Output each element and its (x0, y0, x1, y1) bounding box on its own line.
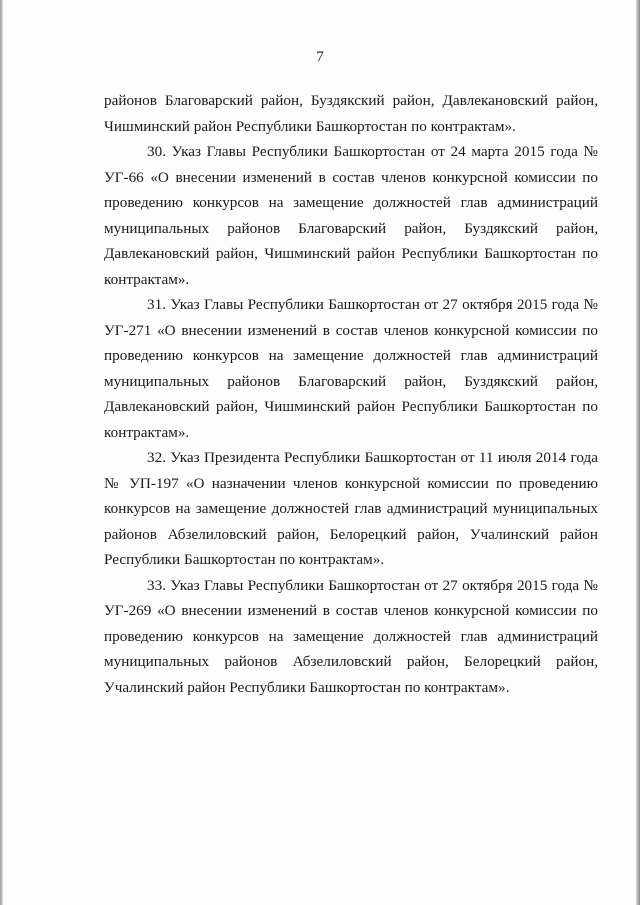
scan-edge-right (636, 0, 640, 905)
scan-edge-left (0, 0, 3, 905)
page-number: 7 (316, 49, 324, 65)
paragraph-item-33: 33. Указ Главы Республики Башкортостан от 27 октября 2015 года № УГ-269 «О внесении изменений в состав членов конкурсной комиссии по проведению конкурсов на замещение должностей глав администраций муниципальных районов Абзелиловский район, Белорецкий район, Учалинский район Республики Башкортостан по контрактам». (104, 576, 598, 696)
paragraph-continuation: районов Благоварский район, Буздякский район, Давлекановский район, Чишминский район Республики Башкортостан по контрактам». (104, 92, 598, 135)
document-body (104, 88, 598, 700)
paragraph-item-31: 31. Указ Главы Республики Башкортостан от 27 октября 2015 года № УГ-271 «О внесении изменений в состав членов конкурсной комиссии по проведению конкурсов на замещение должностей глав администраций муниципальных районов Благоварский район, Буздякский район, Давлекановский район, Чишминский район Республики Башкортостан по контрактам». (104, 296, 598, 441)
paragraph-item-30: 30. Указ Главы Республики Башкортостан от 24 марта 2015 года № УГ-66 «О внесении изменений в состав членов конкурсной комиссии по проведению конкурсов на замещение должностей глав администраций муниципальных районов Благоварский район, Буздякский район, Давлекановский район, Чишминский район Республики Башкортостан по контрактам». (104, 143, 598, 288)
paragraph-item-32: 32. Указ Президента Республики Башкортостан от 11 июля 2014 года № УП-197 «О назначении членов конкурсной комиссии по проведению конкурсов на замещение должностей глав администраций муниципальных районов Абзелиловский район, Белорецкий район, Учалинский район Республики Башкортостан по контрактам». (104, 449, 598, 568)
